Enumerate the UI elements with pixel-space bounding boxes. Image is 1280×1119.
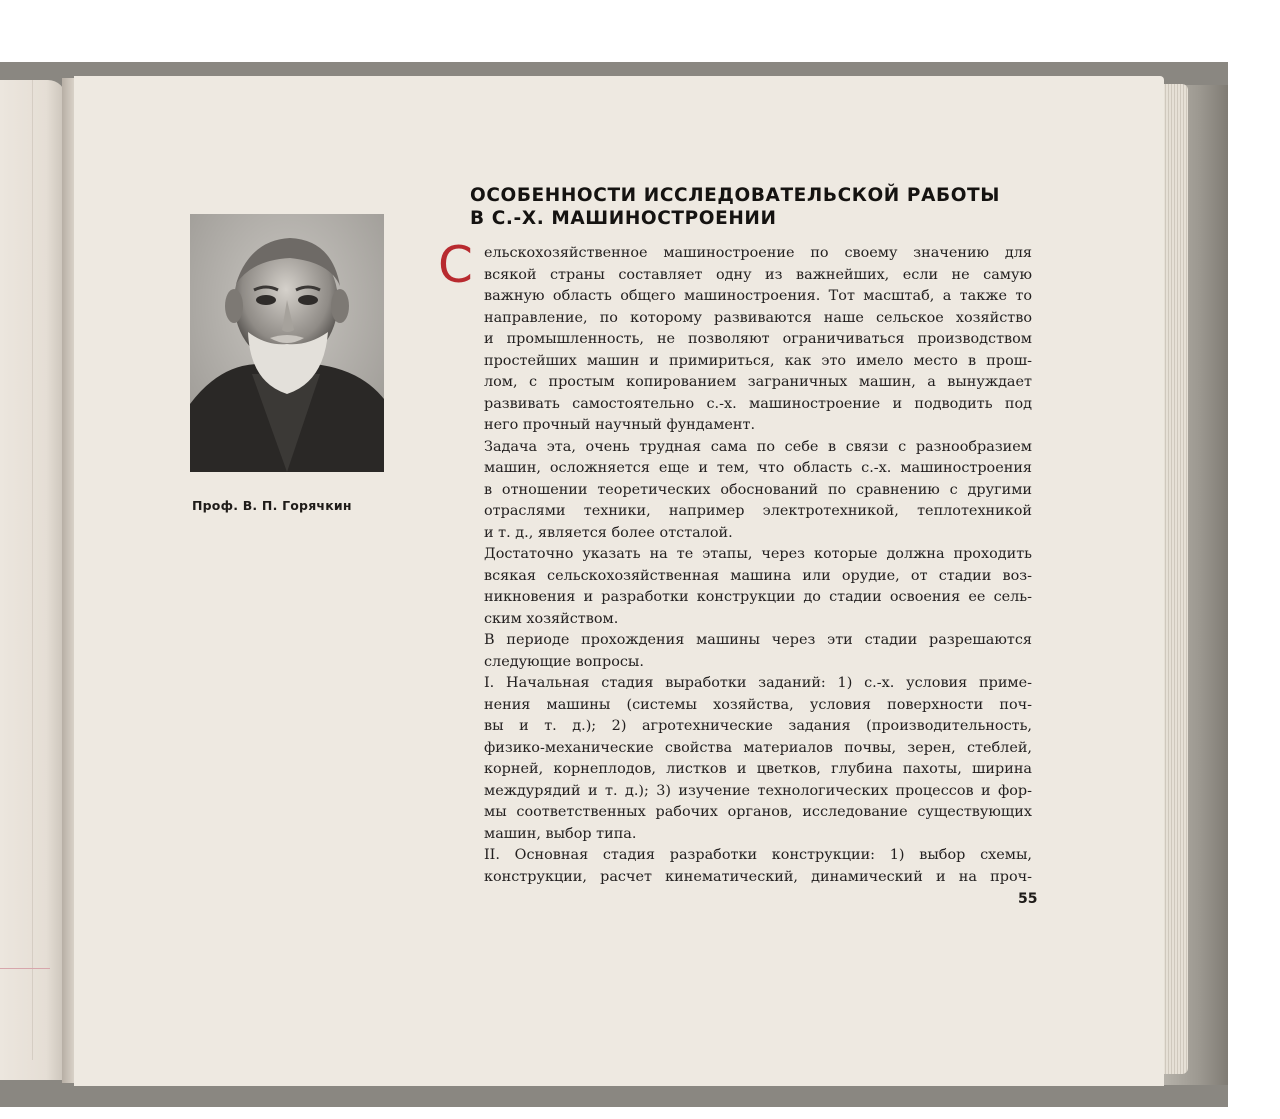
body-line: корней, корнеплодов, листков и цветков, глубина пахоты, ширина [484,761,1032,777]
body-line: вы и т. д.); 2) агротехнические задания (производительность, [484,718,1032,734]
body-line: важную область общего машиностроения. Тот масштаб, а также то [484,288,1032,304]
body-line: машин, выбор типа. [484,825,637,842]
body-line: развивать самостоятельно с.-х. машиностроение и подводить под [484,395,1032,412]
page-edge-line [0,80,33,1060]
ribbon-mark [0,968,50,969]
body-line: следующие вопросы. [484,653,644,670]
body-line: и промышленность, не позволяют ограничиваться производством [484,331,1032,347]
portrait-illustration [190,214,384,472]
body-line: лом, с простым копированием заграничных машин, а вынуждает [484,374,1032,390]
body-line: I. Начальная стадия выработки заданий: 1) с.-х. условия приме- [484,675,1032,691]
body-line: никновения и разработки конструкции до стадии освоения ее сель- [484,589,1032,605]
portrait-caption: Проф. В. П. Горячкин [192,498,352,513]
body-line: конструкции, расчет кинематический, динамический и на проч- [484,868,1032,885]
body-line: мы соответственных рабочих органов, исследование существующих [484,804,1032,820]
page-number: 55 [1018,891,1038,907]
body-line: всякой страны составляет одну из важнейших, если не самую [484,266,1032,283]
body-line: в отношении теоретических обоснований по сравнению с другими [484,481,1032,498]
left-page-edge [0,80,66,1080]
body-line: и т. д., является более отсталой. [484,524,733,541]
portrait-photo [190,214,384,472]
body-line: физико-механические свойства материалов почвы, зерен, стеблей, [484,739,1032,756]
body-line: II. Основная стадия разработки конструкции: 1) выбор схемы, [484,847,1032,863]
body-line: направление, по которому развиваются наше сельское хозяйство [484,309,1032,326]
page-stack [1160,84,1188,1074]
body-line: ским хозяйством. [484,610,619,627]
body-line: всякая сельскохозяйственная машина или орудие, от стадии воз- [484,567,1032,584]
body-line: ельскохозяйственное машиностроение по своему значению для [484,245,1032,261]
article-body [484,243,1032,888]
body-line: междурядий и т. д.); 3) изучение технологических процессов и фор- [484,782,1032,799]
body-line: машин, осложняется еще и тем, что область с.-х. машиностроения [484,460,1032,476]
drop-cap: С [438,236,473,294]
article-title-line-1: ОСОБЕННОСТИ ИССЛЕДОВАТЕЛЬСКОЙ РАБОТЫ [470,185,1001,206]
body-line: отраслями техники, например электротехникой, теплотехникой [484,503,1032,519]
body-line: Достаточно указать на те этапы, через которые должна проходить [484,546,1032,562]
body-line: нения машины (системы хозяйства, условия поверхности поч- [484,696,1032,713]
body-line: простейших машин и примириться, как это имело место в прош- [484,352,1032,369]
article-title [470,184,1030,230]
body-line: В периоде прохождения машины через эти стадии разрешаются [484,632,1032,648]
body-line: Задача эта, очень трудная сама по себе в связи с разнообразием [484,438,1032,455]
article-title-line-2: В С.-Х. МАШИНОСТРОЕНИИ [470,208,777,229]
body-line: него прочный научный фундамент. [484,417,756,433]
